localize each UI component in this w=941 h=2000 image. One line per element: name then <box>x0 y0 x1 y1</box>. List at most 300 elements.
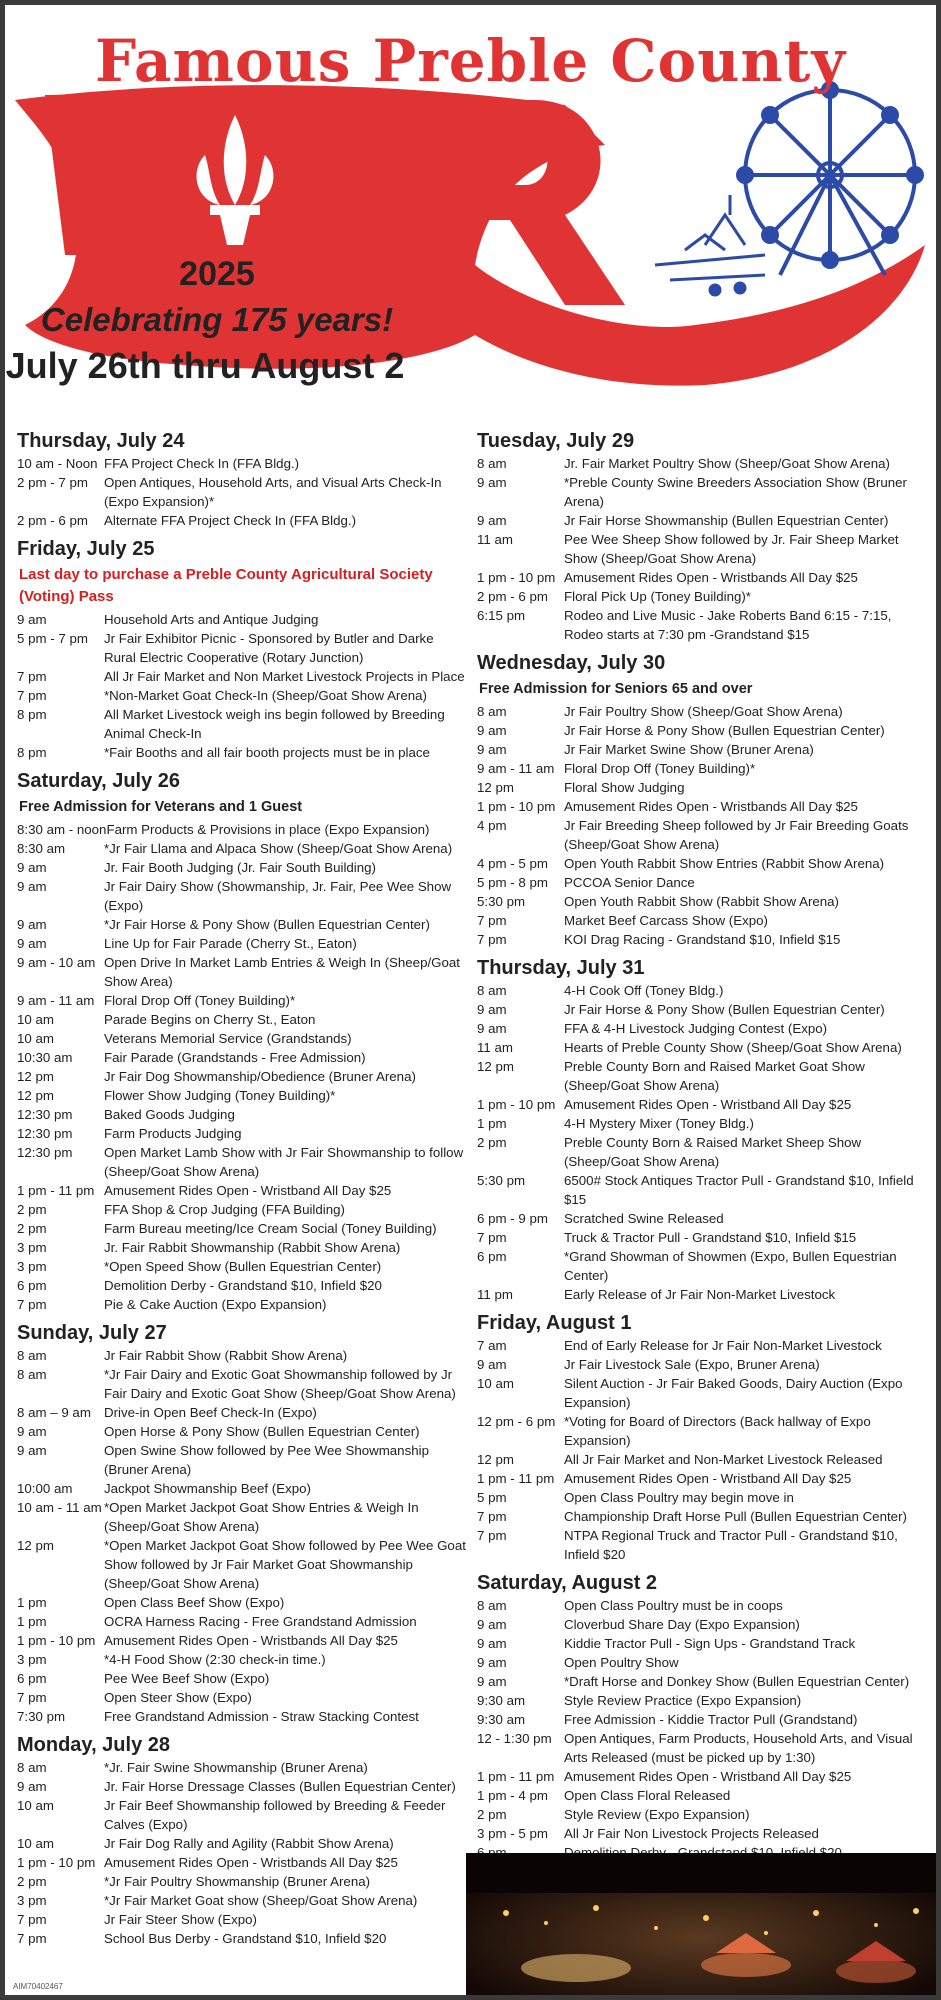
ad-code: AIM70402467 <box>13 1982 63 1991</box>
event-description: Jr Fair Horse & Pony Show (Bullen Equestrian Center) <box>564 723 885 738</box>
event-time: 6:15 pm <box>477 608 526 623</box>
event-row <box>477 797 929 816</box>
event-description: Jr Fair Livestock Sale (Expo, Bruner Arena) <box>564 1357 820 1372</box>
event-time: 7 pm <box>477 1230 507 1245</box>
event-description: *Open Speed Show (Bullen Equestrian Center) <box>104 1259 382 1274</box>
event-time: 12 pm <box>477 780 514 795</box>
event-time: 12:30 pm <box>17 1107 73 1122</box>
event-description: Scratched Swine Released <box>564 1211 724 1226</box>
event-time: 2 pm <box>17 1202 47 1217</box>
event-time: 9 am <box>17 936 47 951</box>
event-description: Jr Fair Dog Showmanship/Obedience (Bruner Arena) <box>104 1069 416 1084</box>
event-row <box>477 981 929 1000</box>
event-row <box>477 454 929 473</box>
event-time: 1 pm <box>477 1116 507 1131</box>
event-time: 2 pm <box>477 1807 507 1822</box>
event-time: 2 pm - 7 pm <box>17 475 88 490</box>
day-section <box>17 536 467 762</box>
event-description: Farm Products Judging <box>104 1126 242 1141</box>
event-description: Open Market Lamb Show with Jr Fair Showmanship to follow (Sheep/Goat Show Arena) <box>104 1145 464 1179</box>
event-time: 7 pm <box>17 1931 47 1946</box>
event-description: All Jr Fair Market and Non Market Livestock Projects in Place <box>104 669 465 684</box>
event-description: Jr Fair Breeding Sheep followed by Jr Fair Breeding Goats (Sheep/Goat Show Arena) <box>564 818 909 852</box>
event-description: Open Class Poultry must be in coops <box>564 1598 783 1613</box>
event-time: 10 am <box>17 1031 54 1046</box>
day-title: Wednesday, July 30 <box>477 652 666 674</box>
event-row <box>477 1019 929 1038</box>
event-description: NTPA Regional Truck and Tractor Pull - Grandstand $10, Infield $20 <box>564 1528 898 1562</box>
event-description: All Market Livestock weigh ins begin followed by Breeding Animal Check-In <box>104 707 445 741</box>
event-time: 9:30 am <box>477 1693 526 1708</box>
event-time: 10 am <box>17 1012 54 1027</box>
event-time: 9 am <box>477 1617 507 1632</box>
event-row <box>17 934 467 953</box>
event-time: 10 am <box>17 1836 54 1851</box>
event-description: Amusement Rides Open - Wristband All Day $25 <box>564 1769 852 1784</box>
event-row <box>17 820 467 839</box>
event-description: *Preble County Swine Breeders Association Show (Bruner Arena) <box>564 475 907 509</box>
event-description: Preble County Born & Raised Market Sheep Show (Sheep/Goat Show Arena) <box>564 1135 862 1169</box>
day-title: Tuesday, July 29 <box>477 430 635 452</box>
event-time: 11 pm <box>477 1287 513 1302</box>
event-row <box>17 1257 467 1276</box>
day-title: Thursday, July 24 <box>17 430 185 452</box>
event-time: 9 am - 11 am <box>477 761 555 776</box>
event-row <box>17 1872 467 1891</box>
event-time: 5:30 pm <box>477 1173 526 1188</box>
event-row <box>477 1336 929 1355</box>
event-row <box>477 568 929 587</box>
night-midway-image <box>466 1853 936 1995</box>
event-description: Preble County Born and Raised Market Goat Show (Sheep/Goat Show Arena) <box>564 1059 865 1093</box>
event-time: 2 pm <box>477 1135 507 1150</box>
event-row <box>17 877 467 915</box>
event-row <box>477 1228 929 1247</box>
event-time: 7 pm <box>477 932 507 947</box>
event-row <box>17 1593 467 1612</box>
event-time: 8:30 am <box>17 841 66 856</box>
event-row <box>477 740 929 759</box>
event-row <box>477 1653 929 1672</box>
event-description: Open Class Beef Show (Expo) <box>104 1595 285 1610</box>
event-row <box>477 911 929 930</box>
event-description: Open Antiques, Farm Products, Household Arts, and Visual Arts Released (must be picked up by 1:30) <box>564 1731 913 1765</box>
event-time: 6 pm <box>17 1278 47 1293</box>
event-row <box>17 1010 467 1029</box>
event-description: Open Antiques, Household Arts, and Visual Arts Check-In (Expo Expansion)* <box>104 475 442 509</box>
event-description: FFA Project Check In (FFA Bldg.) <box>104 456 300 471</box>
event-row <box>477 1114 929 1133</box>
event-row <box>477 854 929 873</box>
schedule-left-column <box>17 428 467 1954</box>
event-row <box>477 1615 929 1634</box>
event-description: Market Beef Carcass Show (Expo) <box>564 913 768 928</box>
banner-celebrating: Celebrating 175 years! <box>40 301 394 338</box>
event-row <box>17 743 467 762</box>
event-time: 6 pm - 9 pm <box>477 1211 548 1226</box>
event-row <box>477 1805 929 1824</box>
event-description: Jr Fair Dairy Show (Showmanship, Jr. Fair, Pee Wee Show (Expo) <box>104 879 452 913</box>
event-description: *4-H Food Show (2:30 check-in time.) <box>104 1652 326 1667</box>
event-time: 10 am - 11 am <box>17 1500 102 1515</box>
day-note: Free Admission for Veterans and 1 Guest <box>19 799 303 815</box>
event-time: 1 pm - 11 pm <box>477 1769 555 1784</box>
event-description: Free Grandstand Admission - Straw Stacking Contest <box>104 1709 419 1724</box>
event-description: Open Class Poultry may begin move in <box>564 1490 794 1505</box>
event-row <box>477 759 929 778</box>
event-time: 9 am <box>17 917 47 932</box>
event-row <box>477 702 929 721</box>
event-description: Amusement Rides Open - Wristbands All Day $25 <box>564 570 858 585</box>
day-section <box>477 650 929 949</box>
event-row <box>477 1469 929 1488</box>
event-row <box>17 1834 467 1853</box>
day-section <box>17 768 467 1314</box>
event-row <box>477 587 929 606</box>
event-description: Truck & Tractor Pull - Grandstand $10, Infield $15 <box>564 1230 857 1245</box>
event-time: 3 pm <box>17 1652 47 1667</box>
event-description: Baked Goods Judging <box>104 1107 235 1122</box>
event-row <box>477 1171 929 1209</box>
event-time: 1 pm - 10 pm <box>17 1855 96 1870</box>
event-row <box>477 1133 929 1171</box>
event-row <box>17 1796 467 1834</box>
event-time: 7:30 pm <box>17 1709 66 1724</box>
event-description: Style Review (Expo Expansion) <box>564 1807 750 1822</box>
event-time: 1 pm - 11 pm <box>477 1471 555 1486</box>
event-time: 10 am <box>477 1376 514 1391</box>
event-description: *Draft Horse and Donkey Show (Bullen Equestrian Center) <box>564 1674 910 1689</box>
event-description: Style Review Practice (Expo Expansion) <box>564 1693 802 1708</box>
event-description: Open Poultry Show <box>564 1655 679 1670</box>
event-row <box>17 1441 467 1479</box>
event-row <box>17 610 467 629</box>
event-row <box>477 1526 929 1564</box>
event-time: 12 pm <box>477 1452 514 1467</box>
event-description: Open Horse & Pony Show (Bullen Equestrian Center) <box>104 1424 420 1439</box>
event-row <box>17 1422 467 1441</box>
event-row <box>17 511 467 530</box>
event-row <box>17 839 467 858</box>
event-time: 9 am <box>477 1674 507 1689</box>
event-time: 1 pm - 10 pm <box>477 570 556 585</box>
event-row <box>17 1650 467 1669</box>
event-row <box>477 873 929 892</box>
event-description: Jr. Fair Booth Judging (Jr. Fair South Building) <box>104 860 376 875</box>
event-description: *Jr Fair Horse & Pony Show (Bullen Equestrian Center) <box>104 917 430 932</box>
event-row <box>17 1295 467 1314</box>
event-description: Drive-in Open Beef Check-In (Expo) <box>104 1405 317 1420</box>
event-description: KOI Drag Racing - Grandstand $10, Infield $15 <box>564 932 841 947</box>
event-time: 8 am <box>477 1598 507 1613</box>
event-description: Pee Wee Beef Show (Expo) <box>104 1671 270 1686</box>
event-time: 8 am <box>17 1760 47 1775</box>
event-time: 9 am <box>17 860 47 875</box>
event-time: 4 pm - 5 pm <box>477 856 548 871</box>
event-time: 7 am <box>477 1338 507 1353</box>
event-time: 9 am <box>477 1002 507 1017</box>
event-time: 2 pm - 6 pm <box>17 513 88 528</box>
event-row <box>477 473 929 511</box>
event-time: 9 am <box>17 1443 47 1458</box>
event-description: Alternate FFA Project Check In (FFA Bldg.) <box>104 513 357 528</box>
day-section <box>477 955 929 1304</box>
day-title: Friday, July 25 <box>17 538 155 560</box>
event-description: Fair Parade (Grandstands - Free Admission) <box>104 1050 366 1065</box>
event-row <box>17 1707 467 1726</box>
event-row <box>477 1488 929 1507</box>
event-row <box>17 1346 467 1365</box>
day-title: Thursday, July 31 <box>477 957 645 979</box>
event-row <box>477 1691 929 1710</box>
event-description: Open Steer Show (Expo) <box>104 1690 252 1705</box>
day-note: Free Admission for Seniors 65 and over <box>479 681 753 697</box>
event-description: Jackpot Showmanship Beef (Expo) <box>104 1481 311 1496</box>
event-row <box>17 454 467 473</box>
day-section <box>477 1570 929 1862</box>
event-row <box>477 1038 929 1057</box>
letter-r <box>425 100 625 305</box>
event-row <box>17 1479 467 1498</box>
event-description: Household Arts and Antique Judging <box>104 612 319 627</box>
event-description: *Fair Booths and all fair booth projects must be in place <box>104 745 430 760</box>
day-section <box>477 428 929 644</box>
event-description: *Open Market Jackpot Goat Show followed by Pee Wee Goat Show followed by Jr Fair Market Goat Showmanship (Sheep/Goat Show Arena) <box>104 1538 466 1591</box>
event-time: 7 pm <box>477 1528 507 1543</box>
event-description: Amusement Rides Open - Wristband All Day $25 <box>104 1183 392 1198</box>
event-row <box>17 1219 467 1238</box>
event-description: All Jr Fair Non Livestock Projects Released <box>564 1826 819 1841</box>
event-description: Open Drive In Market Lamb Entries & Weigh In (Sheep/Goat Show Area) <box>104 955 460 989</box>
event-description: Jr Fair Poultry Show (Sheep/Goat Show Arena) <box>564 704 843 719</box>
day-title: Monday, July 28 <box>17 1734 171 1756</box>
event-time: 8 am <box>477 704 507 719</box>
event-row <box>477 530 929 568</box>
event-row <box>17 1086 467 1105</box>
event-row <box>477 1095 929 1114</box>
event-row <box>477 1710 929 1729</box>
event-description: FFA Shop & Crop Judging (FFA Building) <box>104 1202 345 1217</box>
event-description: Open Swine Show followed by Pee Wee Showmanship (Bruner Arena) <box>104 1443 429 1477</box>
event-row <box>477 1285 929 1304</box>
event-description: Jr Fair Dog Rally and Agility (Rabbit Show Arena) <box>104 1836 394 1851</box>
event-time: 4 pm <box>477 818 507 833</box>
event-description: Jr Fair Exhibitor Picnic - Sponsored by Butler and Darke Rural Electric Cooperative (Rotary Junction) <box>104 631 434 665</box>
event-description: Demolition Derby - Grandstand $10, Infield $20 <box>104 1278 382 1293</box>
event-description: Championship Draft Horse Pull (Bullen Equestrian Center) <box>564 1509 907 1524</box>
event-description: Amusement Rides Open - Wristband All Day $25 <box>564 1471 852 1486</box>
event-row <box>17 1143 467 1181</box>
event-row <box>17 915 467 934</box>
event-time: 12 - 1:30 pm <box>477 1731 552 1746</box>
event-description: Rodeo and Live Music - Jake Roberts Band 6:15 - 7:15, Rodeo starts at 7:30 pm -Grandstand $15 <box>564 608 892 642</box>
banner-year: 2025 <box>179 255 255 293</box>
event-time: 9 am <box>477 742 507 757</box>
event-row <box>17 1669 467 1688</box>
event-description: Jr. Fair Market Poultry Show (Sheep/Goat Show Arena) <box>564 456 890 471</box>
event-description: School Bus Derby - Grandstand $10, Infield $20 <box>104 1931 387 1946</box>
event-description: Free Admission - Kiddie Tractor Pull (Grandstand) <box>564 1712 858 1727</box>
event-description: *Jr Fair Poultry Showmanship (Bruner Arena) <box>104 1874 371 1889</box>
event-row <box>17 1048 467 1067</box>
event-time: 9 am <box>17 879 47 894</box>
event-description: Amusement Rides Open - Wristband All Day $25 <box>564 1097 852 1112</box>
ferris-wheel-icon <box>738 83 922 275</box>
event-time: 1 pm - 11 pm <box>17 1183 95 1198</box>
event-time: 7 pm <box>17 688 47 703</box>
event-time: 10 am - Noon <box>17 456 98 471</box>
event-description: Jr Fair Market Swine Show (Bruner Arena) <box>564 742 814 757</box>
event-description: Early Release of Jr Fair Non-Market Livestock <box>564 1287 836 1302</box>
event-time: 9 am <box>477 513 507 528</box>
event-description: *Voting for Board of Directors (Back hallway of Expo Expansion) <box>564 1414 871 1448</box>
event-row <box>477 511 929 530</box>
event-time: 7 pm <box>477 1509 507 1524</box>
event-description: Open Youth Rabbit Show (Rabbit Show Arena) <box>564 894 839 909</box>
event-row <box>477 892 929 911</box>
event-time: 6 pm <box>17 1671 47 1686</box>
event-description: Pie & Cake Auction (Expo Expansion) <box>104 1297 327 1312</box>
event-row <box>477 778 929 797</box>
schedule-right-column <box>477 428 929 1944</box>
event-time: 2 pm <box>17 1221 47 1236</box>
event-time: 7 pm <box>477 913 507 928</box>
banner-dates: July 26th thru August 2 <box>5 345 405 386</box>
event-description: 6500# Stock Antiques Tractor Pull - Grandstand $10, Infield $15 <box>564 1173 914 1207</box>
event-row <box>17 686 467 705</box>
event-time: 2 pm <box>17 1874 47 1889</box>
event-time: 9 am <box>477 1021 507 1036</box>
event-row <box>17 1536 467 1593</box>
event-time: 9 am <box>17 1424 47 1439</box>
event-description: 4-H Mystery Mixer (Toney Bldg.) <box>564 1116 754 1131</box>
event-description: Veterans Memorial Service (Grandstands) <box>104 1031 352 1046</box>
event-row <box>17 1029 467 1048</box>
event-time: 9 am <box>477 723 507 738</box>
event-time: 7 pm <box>17 669 47 684</box>
event-time: 9 am <box>477 1357 507 1372</box>
day-title: Saturday, August 2 <box>477 1572 658 1594</box>
event-time: 12:30 pm <box>17 1126 73 1141</box>
event-row <box>477 1767 929 1786</box>
fair-banner <box>5 5 936 425</box>
event-row <box>477 606 929 644</box>
event-description: *Jr Fair Llama and Alpaca Show (Sheep/Goat Show Arena) <box>104 841 453 856</box>
event-description: Floral Pick Up (Toney Building)* <box>564 589 751 604</box>
event-row <box>17 1777 467 1796</box>
event-time: 8 pm <box>17 745 47 760</box>
event-description: Amusement Rides Open - Wristbands All Day $25 <box>564 799 858 814</box>
event-description: 4-H Cook Off (Toney Bldg.) <box>564 983 724 998</box>
event-row <box>477 816 929 854</box>
event-description: Open Youth Rabbit Show Entries (Rabbit Show Arena) <box>564 856 885 871</box>
event-description: Kiddie Tractor Pull - Sign Ups - Grandstand Track <box>564 1636 856 1651</box>
event-time: 3 pm - 5 pm <box>477 1826 548 1841</box>
event-description: Parade Begins on Cherry St., Eaton <box>104 1012 316 1027</box>
event-row <box>17 991 467 1010</box>
event-description: Jr Fair Horse & Pony Show (Bullen Equestrian Center) <box>564 1002 885 1017</box>
event-time: 6 pm <box>477 1249 507 1264</box>
event-time: 1 pm - 4 pm <box>477 1788 548 1803</box>
event-description: FFA & 4-H Livestock Judging Contest (Expo) <box>564 1021 828 1036</box>
event-time: 10:30 am <box>17 1050 73 1065</box>
event-row <box>17 1067 467 1086</box>
banner-title: Famous Preble County <box>94 27 847 95</box>
event-row <box>477 1247 929 1285</box>
event-description: Amusement Rides Open - Wristbands All Day $25 <box>104 1633 398 1648</box>
event-description: Jr Fair Beef Showmanship followed by Breeding & Feeder Calves (Expo) <box>104 1798 446 1832</box>
event-description: *Jr Fair Dairy and Exotic Goat Showmanship followed by Jr Fair Dairy and Exotic Goat Show (Sheep/Goat Show Arena) <box>104 1367 456 1401</box>
event-row <box>477 1374 929 1412</box>
event-description: Amusement Rides Open - Wristbands All Day $25 <box>104 1855 398 1870</box>
event-time: 7 pm <box>17 1912 47 1927</box>
event-time: 12 pm - 6 pm <box>477 1414 556 1429</box>
fair-schedule-ad <box>5 5 936 1995</box>
event-time: 9 am <box>17 612 47 627</box>
event-row <box>17 473 467 511</box>
event-time: 8 pm <box>17 707 47 722</box>
event-time: 9 am <box>17 1779 47 1794</box>
event-row <box>17 1365 467 1403</box>
event-description: Floral Show Judging <box>564 780 685 795</box>
event-time: 8 am <box>17 1367 47 1382</box>
event-description: Flower Show Judging (Toney Building)* <box>104 1088 336 1103</box>
event-row <box>477 1634 929 1653</box>
event-row <box>17 1276 467 1295</box>
event-time: 5:30 pm <box>477 894 526 909</box>
event-time: 11 am <box>477 532 513 547</box>
event-row <box>477 1596 929 1615</box>
event-time: 11 am <box>477 1040 513 1055</box>
event-description: Farm Products & Provisions in place (Expo Expansion) <box>106 822 430 837</box>
event-description: Floral Drop Off (Toney Building)* <box>104 993 296 1008</box>
event-row <box>477 1507 929 1526</box>
event-row <box>17 1853 467 1872</box>
event-time: 12 pm <box>17 1538 54 1553</box>
event-description: Farm Bureau meeting/Ice Cream Social (Toney Building) <box>104 1221 437 1236</box>
event-row <box>17 1403 467 1422</box>
event-time: 10 am <box>17 1798 54 1813</box>
event-time: 12 pm <box>477 1059 514 1074</box>
event-description: Floral Drop Off (Toney Building)* <box>564 761 756 776</box>
day-section <box>17 428 467 530</box>
day-note: Last day to purchase a Preble County Agricultural Society (Voting) Pass <box>19 566 433 605</box>
event-description: PCCOA Senior Dance <box>564 875 695 890</box>
event-row <box>17 953 467 991</box>
event-description: All Jr Fair Market and Non-Market Livestock Released <box>564 1452 883 1467</box>
event-row <box>17 1105 467 1124</box>
event-time: 1 pm - 10 pm <box>477 1097 556 1112</box>
event-description: *Jr Fair Market Goat show (Sheep/Goat Show Arena) <box>104 1893 418 1908</box>
event-time: 7 pm <box>17 1297 47 1312</box>
event-row <box>17 1612 467 1631</box>
event-time: 8:30 am - noon <box>17 822 107 837</box>
event-time: 5 pm - 7 pm <box>17 631 88 646</box>
event-row <box>17 1929 467 1948</box>
event-time: 1 pm <box>17 1614 47 1629</box>
event-time: 9 am <box>477 1655 507 1670</box>
event-row <box>477 1786 929 1805</box>
event-row <box>17 1891 467 1910</box>
event-time: 3 pm <box>17 1259 47 1274</box>
event-description: *Jr. Fair Swine Showmanship (Bruner Arena) <box>104 1760 368 1775</box>
event-row <box>477 1000 929 1019</box>
event-description: Line Up for Fair Parade (Cherry St., Eaton) <box>104 936 357 951</box>
fair-buildings-icon <box>655 195 765 295</box>
event-description: Silent Auction - Jr Fair Baked Goods, Dairy Auction (Expo Expansion) <box>564 1376 903 1410</box>
event-time: 12 pm <box>17 1069 54 1084</box>
event-row <box>17 1498 467 1536</box>
